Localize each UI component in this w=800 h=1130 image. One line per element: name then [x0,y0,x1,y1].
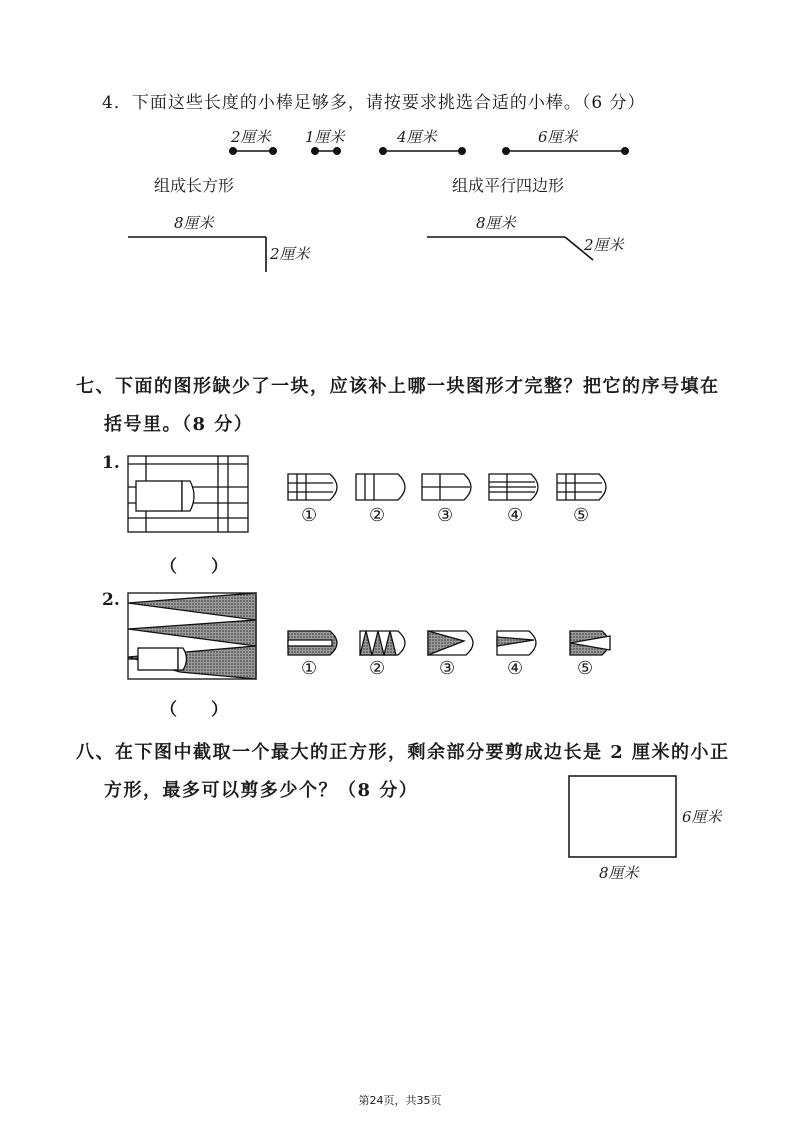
s8-rect-width-label: 8厘米 [599,864,639,882]
section7-title-line1: 七、下面的图形缺少了一块，应该补上哪一块图形才完整？把它的序号填在 [76,376,720,397]
rectangle-partial [128,237,266,272]
s8-rectangle [569,776,676,857]
s7-problem1-number: 1. [102,453,120,473]
q4-title: 4．下面这些长度的小棒足够多，请按要求挑选合适的小棒。（6 分） [102,93,646,113]
s7-p2-option-1: ① [301,658,318,679]
parallelogram-partial [427,237,593,260]
rectangle-side-length: 2厘米 [270,245,310,263]
s7-p2-answer-blank[interactable]: （ ） [160,700,228,720]
stick-1cm-label: 1厘米 [305,128,345,146]
s7-p2-figure [128,593,256,679]
section8-title-line1: 八、在下图中截取一个最大的正方形，剩余部分要剪成边长是 2 厘米的小正 [76,742,730,763]
stick-2cm-label: 2厘米 [231,128,271,146]
parallelogram-side-length: 2厘米 [584,236,624,254]
s7-p2-option-shapes [288,631,610,655]
s7-p1-answer-blank[interactable]: （ ） [160,557,228,577]
stick-6cm [503,148,628,154]
section8-title-line2: 方形，最多可以剪多少个？（8 分） [104,780,419,801]
section7-title-line2: 括号里。（8 分） [104,414,254,435]
rectangle-top-length: 8厘米 [174,214,214,232]
s7-p2-option-4: ④ [507,658,524,679]
stick-4cm [380,148,465,154]
s7-p1-option-3: ③ [437,505,454,526]
parallelogram-task-label: 组成平行四边形 [452,176,565,195]
stick-4cm-label: 4厘米 [397,128,437,146]
page-footer: 第24页，共35页 [358,1094,442,1107]
s7-p1-option-5: ⑤ [573,505,590,526]
s7-p1-option-2: ② [369,505,386,526]
s7-p1-option-1: ① [301,505,318,526]
s7-p2-option-5: ⑤ [577,658,594,679]
stick-1cm [312,148,340,154]
s7-p1-figure [128,456,248,532]
s7-problem2-number: 2. [102,590,120,610]
rectangle-task-label: 组成长方形 [154,176,235,195]
stick-6cm-label: 6厘米 [538,128,578,146]
s7-p1-option-shapes [288,474,606,500]
s7-p2-option-2: ② [369,658,386,679]
s8-rect-height-label: 6厘米 [682,808,722,826]
parallelogram-top-length: 8厘米 [476,214,516,232]
s7-p2-option-3: ③ [439,658,456,679]
s7-p1-option-4: ④ [507,505,524,526]
stick-2cm [230,148,276,154]
